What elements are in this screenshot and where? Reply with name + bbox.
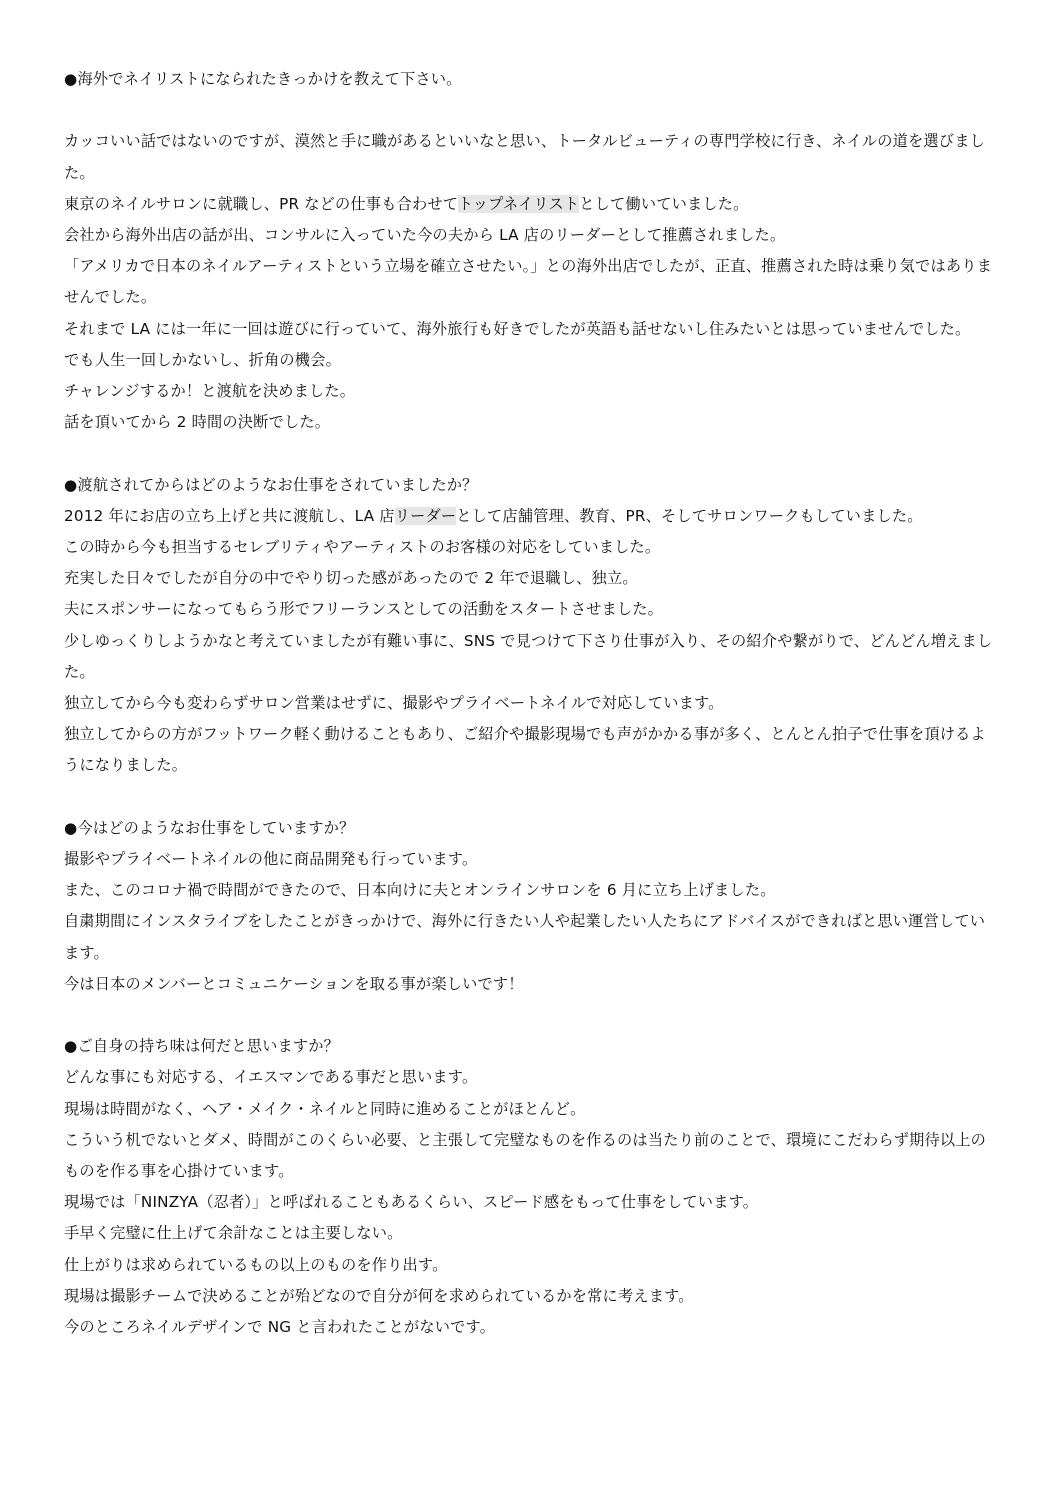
paragraph: 独立してからの方がフットワーク軽く動けることもあり、ご紹介や撮影現場でも声がかかる事が多く、とんとん拍子で仕事を頂けるようになりました。 [64,725,986,775]
document-body [64,64,999,1343]
paragraph: 仕上がりは求められているもの以上のものを作り出す。 [64,1255,448,1274]
paragraph: 充実した日々でしたが自分の中でやり切った感があったので 2 年で退職し、独立。 [64,569,638,588]
paragraph: 手早く完璧に仕上げて余計なことは主要しない。 [64,1224,403,1243]
paragraph: 少しゆっくりしようかなと考えていましたが有難い事に、SNS で見つけて下さり仕事が入り、その紹介や繋がりで、どんどん増えました。 [64,631,993,681]
paragraph: カッコいい話ではないのですが、漠然と手に職があるといいなと思い、トータルビューティの専門学校に行き、ネイルの道を選びました。 [64,132,985,182]
paragraph [64,189,999,220]
paragraph: どんな事にも対応する、イエスマンである事だと思います。 [64,1068,478,1087]
paragraph: 自粛期間にインスタライブをしたことがきっかけで、海外に行きたい人や起業したい人たちにアドバイスができればと思い運営しています。 [64,912,986,962]
highlighted-text: トップネイリスト [457,194,580,213]
paragraph: また、このコロナ禍で時間ができたので、日本向けに夫とオンラインサロンを 6 月に立ち上げました。 [64,881,776,900]
paragraph-text: 東京のネイルサロンに就職し、PR などの仕事も合わせて [64,194,458,213]
paragraph [64,501,999,532]
qa-section [64,470,999,782]
section-question: ●渡航されてからはどのようなお仕事をされていましたか？ [64,475,478,494]
paragraph: この時から今も担当するセレブリティやアーティストのお客様の対応をしていました。 [64,538,661,557]
highlighted-text: リーダー [394,506,457,525]
paragraph-text: 2012 年にお店の立ち上げと共に渡航し、LA 店 [64,506,395,525]
section-question: ●ご自身の持ち味は何だと思いますか？ [64,1037,340,1056]
qa-section [64,1031,999,1343]
paragraph: 会社から海外出店の話が出、コンサルに入っていた今の夫から LA 店のリーダーとして推薦されました。 [64,226,786,244]
qa-section [64,813,999,1000]
paragraph: 今のところネイルデザインで NG と言われたことがないです。 [64,1318,496,1337]
section-question: ●海外でネイリストになられたきっかけを教えて下さい。 [64,70,462,88]
qa-section [64,64,999,438]
paragraph: 話を頂いてから 2 時間の決断でした。 [64,413,331,432]
paragraph: 「アメリカで日本のネイルアーティストという立場を確立させたい。」との海外出店でしたが、正直、推薦された時は乗り気ではありませんでした。 [64,257,992,307]
section-question: ●今はどのようなお仕事をしていますか？ [64,818,355,837]
paragraph: 現場では「NINZYA（忍者）」と呼ばれることもあるくらい、スピード感をもって仕事をしています。 [64,1193,759,1212]
paragraph: 撮影やプライベートネイルの他に商品開発も行っています。 [64,850,478,869]
paragraph: でも人生一回しかないし、折角の機会。 [64,350,341,369]
paragraph: 今は日本のメンバーとコミュニケーションを取る事が楽しいです！ [64,974,524,993]
paragraph: 現場は時間がなく、ヘア・メイク・ネイルと同時に進めることがほとんど。 [64,1099,586,1118]
paragraph: それまで LA には一年に一回は遊びに行っていて、海外旅行も好きでしたが英語も話せないし住みたいとは思っていませんでした。 [64,319,971,338]
paragraph: チャレンジするか！と渡航を決めました。 [64,382,356,401]
paragraph: こういう机でないとダメ、時間がこのくらい必要、と主張して完璧なものを作るのは当たり前のことで、環境にこだわらず期待以上のものを作る事を心掛けています。 [64,1130,987,1181]
paragraph: 独立してから今も変わらずサロン営業はせずに、撮影やプライベートネイルで対応しています。 [64,694,724,713]
paragraph: 現場は撮影チームで決めることが殆どなので自分が何を求められているかを常に考えます。 [64,1286,694,1305]
paragraph-text: として働いていました。 [579,194,749,213]
paragraph-text: として店舗管理、教育、PR、そしてサロンワークもしていました。 [456,506,923,525]
paragraph: 夫にスポンサーになってもらう形でフリーランスとしての活動をスタートさせました。 [64,600,664,619]
